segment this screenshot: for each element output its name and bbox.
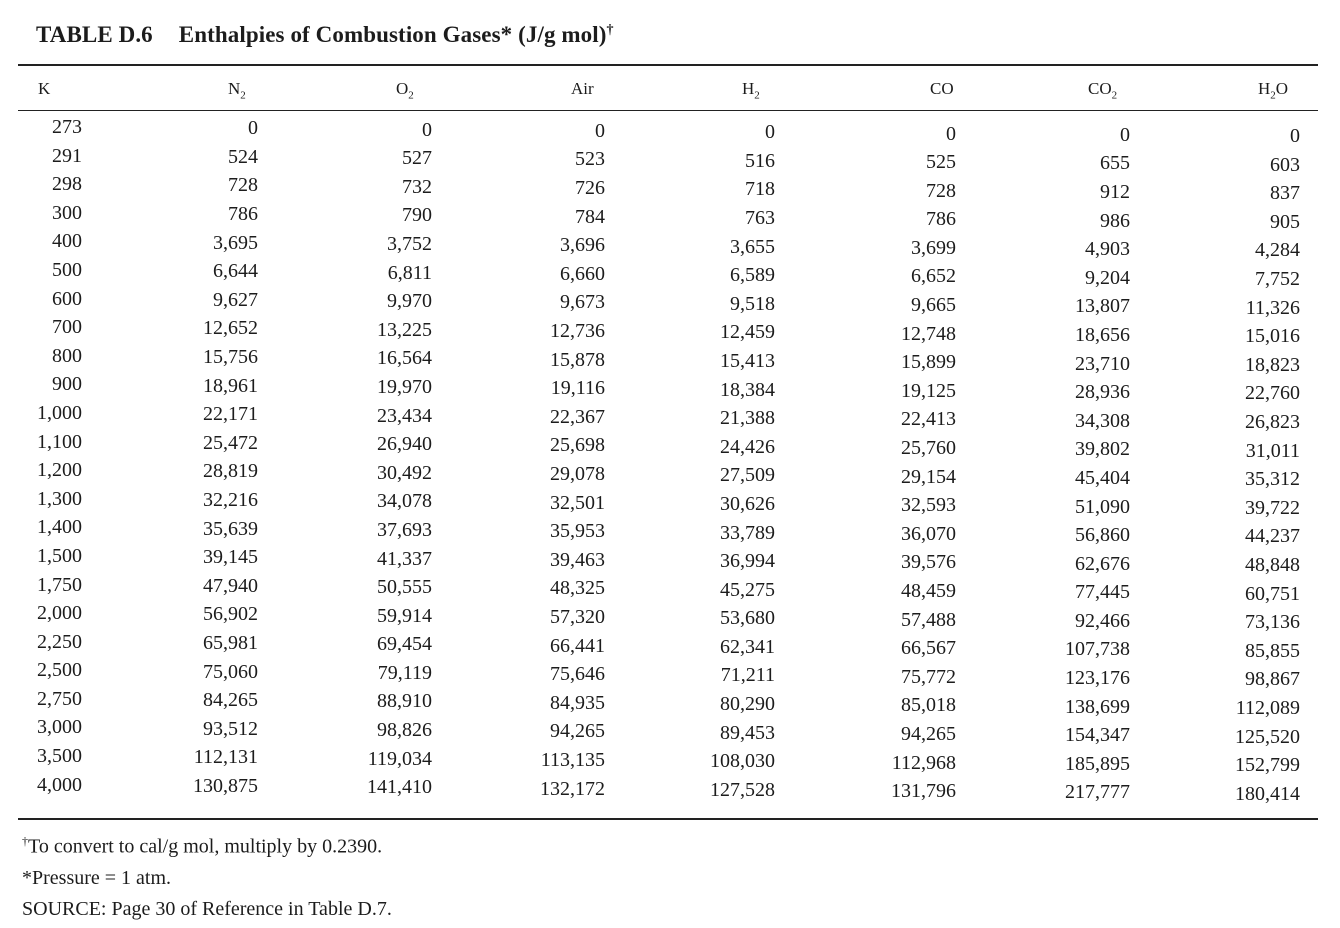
enthalpy-cell: 12,736 (550, 320, 605, 343)
enthalpy-cell: 39,802 (1075, 438, 1130, 461)
enthalpy-cell: 75,772 (901, 665, 956, 688)
enthalpy-cell: 3,695 (213, 231, 258, 254)
temperature-cell: 291 (52, 144, 82, 167)
enthalpy-cell: 62,676 (1075, 552, 1130, 575)
column-header-label: CO (1088, 79, 1112, 98)
column-header (930, 79, 954, 99)
column-header-subscript: 2 (240, 89, 246, 102)
enthalpy-cell: 655 (1100, 152, 1130, 175)
enthalpy-cell: 12,748 (901, 322, 956, 345)
enthalpy-cell: 728 (926, 179, 956, 202)
enthalpy-cell: 31,011 (1245, 439, 1300, 462)
enthalpy-cell: 15,899 (901, 351, 956, 374)
enthalpy-cell: 16,564 (377, 347, 432, 370)
enthalpy-cell: 24,426 (720, 435, 775, 458)
enthalpy-cell: 0 (765, 121, 775, 144)
column-header-label: CO (930, 79, 954, 98)
enthalpy-cell: 48,325 (550, 577, 605, 600)
enthalpy-cell: 6,644 (213, 260, 258, 283)
enthalpy-cell: 47,940 (203, 574, 258, 597)
enthalpy-cell: 22,413 (901, 408, 956, 431)
enthalpy-cell: 0 (248, 117, 258, 140)
enthalpy-cell: 30,626 (720, 492, 775, 515)
enthalpy-cell: 39,145 (203, 546, 258, 569)
enthalpy-cell: 26,940 (377, 433, 432, 456)
enthalpy-cell: 786 (926, 208, 956, 231)
enthalpy-cell: 79,119 (377, 661, 432, 684)
table-row (18, 401, 1318, 434)
footnote-conversion-text: To convert to cal/g mol, multiply by 0.2390. (28, 835, 383, 858)
enthalpy-cell: 154,347 (1065, 724, 1130, 747)
table-body (18, 116, 1318, 805)
table-row (18, 345, 1318, 374)
enthalpy-cell: 75,646 (550, 663, 605, 686)
enthalpy-cell: 71,211 (720, 664, 775, 687)
footnote-pressure: *Pressure = 1 atm. (22, 866, 172, 889)
temperature-cell: 4,000 (37, 773, 82, 796)
enthalpy-cell: 113,135 (540, 748, 605, 771)
enthalpy-cell: 3,699 (911, 236, 956, 259)
table-caption (36, 22, 614, 48)
column-header-label: Air (571, 79, 594, 98)
enthalpy-cell: 48,459 (901, 580, 956, 602)
column-header (1258, 79, 1288, 101)
column-header-label: O (396, 79, 409, 98)
enthalpy-cell: 718 (745, 178, 775, 201)
table-row (18, 145, 1318, 174)
table-row (18, 459, 1318, 491)
enthalpy-cell: 85,855 (1245, 639, 1300, 662)
enthalpy-cell: 32,593 (901, 494, 956, 517)
enthalpy-cell: 35,312 (1245, 468, 1300, 491)
enthalpy-cell: 523 (575, 148, 605, 171)
enthalpy-cell: 9,204 (1085, 266, 1130, 289)
enthalpy-cell: 123,176 (1065, 667, 1130, 690)
enthalpy-cell: 28,936 (1075, 381, 1130, 404)
enthalpy-cell: 19,125 (901, 379, 956, 402)
table-row (18, 659, 1318, 691)
table-row (18, 488, 1318, 517)
enthalpy-cell: 732 (402, 175, 432, 198)
enthalpy-cell: 524 (228, 145, 258, 168)
enthalpy-cell: 130,875 (193, 774, 258, 797)
enthalpy-cell: 9,970 (387, 290, 432, 313)
enthalpy-cell: 790 (402, 204, 432, 227)
column-header-label: H (742, 79, 755, 98)
enthalpy-cell: 763 (745, 206, 775, 229)
footnotes (22, 826, 392, 925)
column-header-suffix: O (1275, 79, 1289, 98)
table-row (18, 373, 1318, 405)
enthalpy-cell: 92,466 (1075, 609, 1130, 632)
enthalpy-cell: 57,488 (901, 608, 956, 631)
column-header-subscript: 2 (754, 89, 760, 102)
enthalpy-cell: 45,404 (1075, 466, 1130, 489)
enthalpy-cell: 30,492 (377, 461, 432, 484)
enthalpy-cell: 837 (1270, 182, 1300, 205)
temperature-cell: 2,250 (37, 630, 82, 653)
table-row (18, 688, 1318, 717)
enthalpy-cell: 9,665 (911, 294, 956, 317)
enthalpy-cell: 3,752 (387, 232, 432, 255)
column-header (571, 79, 594, 99)
enthalpy-cell: 9,627 (213, 288, 258, 311)
enthalpy-cell: 4,903 (1085, 238, 1130, 261)
enthalpy-cell: 138,699 (1065, 695, 1130, 718)
enthalpy-cell: 784 (575, 205, 605, 228)
table-row (18, 574, 1318, 603)
column-header (1088, 79, 1117, 101)
enthalpy-cell: 39,722 (1245, 496, 1300, 519)
enthalpy-cell: 94,265 (901, 722, 956, 745)
enthalpy-cell: 37,693 (377, 518, 432, 541)
enthalpy-cell: 12,652 (203, 317, 258, 340)
enthalpy-cell: 94,265 (550, 720, 605, 743)
enthalpy-cell: 0 (595, 119, 605, 142)
enthalpy-cell: 22,367 (550, 405, 605, 428)
enthalpy-cell: 33,789 (720, 521, 775, 544)
enthalpy-cell: 45,275 (720, 578, 775, 601)
table-row (18, 258, 1318, 291)
column-header (396, 79, 414, 101)
enthalpy-cell: 13,225 (377, 318, 432, 341)
enthalpy-cell: 29,078 (550, 463, 605, 486)
enthalpy-cell: 112,131 (193, 746, 258, 769)
column-header-label: H (1258, 79, 1271, 98)
enthalpy-cell: 185,895 (1065, 752, 1130, 775)
temperature-cell: 1,500 (37, 544, 82, 567)
enthalpy-cell: 56,860 (1075, 524, 1130, 547)
temperature-cell: 1,300 (37, 487, 82, 510)
enthalpy-cell: 180,414 (1235, 782, 1300, 805)
enthalpy-cell: 912 (1100, 180, 1130, 203)
enthalpy-cell: 131,796 (891, 780, 956, 803)
temperature-cell: 3,000 (37, 716, 82, 739)
enthalpy-cell: 13,807 (1075, 295, 1130, 318)
enthalpy-table (18, 66, 1318, 805)
enthalpy-cell: 41,337 (377, 547, 432, 570)
temperature-cell: 1,100 (37, 430, 82, 453)
enthalpy-cell: 32,216 (203, 489, 258, 512)
enthalpy-cell: 77,445 (1075, 581, 1130, 604)
temperature-cell: 1,400 (37, 516, 82, 539)
enthalpy-cell: 69,454 (377, 633, 432, 656)
enthalpy-cell: 35,639 (203, 517, 258, 540)
enthalpy-cell: 39,576 (901, 551, 956, 574)
enthalpy-cell: 53,680 (720, 607, 775, 630)
enthalpy-cell: 66,441 (550, 634, 605, 657)
enthalpy-cell: 98,826 (377, 719, 432, 742)
enthalpy-cell: 25,760 (901, 437, 956, 460)
enthalpy-cell: 22,171 (203, 403, 258, 426)
enthalpy-cell: 112,089 (1235, 696, 1300, 719)
table-row (18, 774, 1318, 803)
enthalpy-cell: 0 (1290, 125, 1300, 148)
enthalpy-cell: 15,413 (720, 349, 775, 372)
temperature-cell: 1,000 (37, 401, 82, 424)
column-header-subscript: 2 (1270, 89, 1276, 102)
enthalpy-cell: 62,341 (720, 635, 775, 658)
enthalpy-cell: 98,867 (1245, 668, 1300, 691)
enthalpy-cell: 19,116 (550, 377, 605, 400)
enthalpy-cell: 12,459 (720, 321, 775, 344)
enthalpy-cell: 728 (228, 174, 258, 197)
temperature-cell: 300 (52, 201, 82, 224)
footnote-source: SOURCE: Page 30 of Reference in Table D.7. (22, 897, 392, 920)
enthalpy-cell: 18,384 (720, 378, 775, 401)
enthalpy-cell: 6,589 (730, 264, 775, 287)
enthalpy-cell: 59,914 (377, 604, 432, 627)
enthalpy-cell: 127,528 (710, 778, 775, 801)
temperature-cell: 400 (52, 230, 82, 253)
enthalpy-cell: 85,018 (901, 694, 956, 717)
table-row (18, 745, 1318, 777)
temperature-cell: 500 (52, 258, 82, 281)
table-number: TABLE D.6 (36, 22, 153, 47)
enthalpy-cell: 217,777 (1065, 781, 1130, 804)
table-row (18, 316, 1318, 348)
table-row (18, 545, 1318, 574)
enthalpy-cell: 0 (422, 118, 432, 141)
enthalpy-cell: 3,696 (560, 234, 605, 257)
enthalpy-cell: 18,656 (1075, 323, 1130, 346)
column-header (228, 79, 246, 101)
temperature-cell: 2,000 (37, 602, 82, 625)
table-row (18, 631, 1318, 660)
enthalpy-cell: 28,819 (203, 460, 258, 483)
enthalpy-cell: 84,935 (550, 691, 605, 714)
enthalpy-cell: 119,034 (367, 747, 432, 770)
enthalpy-cell: 73,136 (1245, 611, 1300, 634)
temperature-cell: 900 (52, 373, 82, 396)
enthalpy-cell: 7,752 (1255, 268, 1300, 291)
enthalpy-cell: 51,090 (1075, 495, 1130, 518)
enthalpy-cell: 108,030 (710, 750, 775, 773)
enthalpy-cell: 0 (946, 122, 956, 145)
column-header-label: K (38, 79, 51, 98)
enthalpy-cell: 112,968 (891, 751, 956, 774)
table-row (18, 431, 1318, 460)
column-header (742, 79, 760, 101)
enthalpy-cell: 65,981 (203, 631, 258, 654)
enthalpy-cell: 84,265 (203, 689, 258, 712)
bottom-rule (18, 818, 1318, 820)
enthalpy-cell: 35,953 (550, 520, 605, 543)
enthalpy-cell: 726 (575, 177, 605, 200)
table-row (18, 288, 1318, 317)
enthalpy-cell: 25,698 (550, 434, 605, 457)
enthalpy-cell: 525 (926, 151, 956, 174)
enthalpy-cell: 18,961 (203, 374, 258, 397)
enthalpy-cell: 152,799 (1235, 754, 1300, 777)
enthalpy-cell: 60,751 (1245, 582, 1300, 605)
enthalpy-cell: 89,453 (720, 721, 775, 744)
temperature-cell: 700 (52, 316, 82, 339)
temperature-cell: 298 (52, 173, 82, 196)
table-title: Enthalpies of Combustion Gases* (J/g mol) (178, 22, 607, 47)
enthalpy-cell: 50,555 (377, 576, 432, 599)
enthalpy-cell: 25,472 (203, 431, 258, 454)
enthalpy-cell: 44,237 (1245, 525, 1300, 548)
temperature-cell: 600 (52, 287, 82, 310)
enthalpy-cell: 9,518 (730, 292, 775, 315)
enthalpy-cell: 23,710 (1075, 352, 1130, 375)
temperature-cell: 2,500 (37, 659, 82, 682)
enthalpy-cell: 6,811 (387, 261, 432, 284)
temperature-cell: 3,500 (37, 745, 82, 768)
enthalpy-cell: 516 (745, 149, 775, 172)
enthalpy-cell: 29,154 (901, 465, 956, 488)
table-row (18, 230, 1318, 262)
footnote-mark: † (22, 834, 28, 848)
enthalpy-cell: 75,060 (203, 660, 258, 683)
enthalpy-cell: 132,172 (540, 777, 605, 800)
temperature-cell: 1,750 (37, 573, 82, 596)
enthalpy-cell: 986 (1100, 209, 1130, 232)
enthalpy-cell: 141,410 (367, 776, 432, 799)
temperature-cell: 1,200 (37, 459, 82, 482)
enthalpy-cell: 34,308 (1075, 409, 1130, 432)
temperature-cell: 800 (52, 344, 82, 367)
column-header (38, 79, 50, 99)
table-row (18, 202, 1318, 231)
enthalpy-cell: 527 (402, 147, 432, 170)
enthalpy-cell: 22,760 (1245, 382, 1300, 405)
enthalpy-cell: 26,823 (1245, 411, 1300, 434)
table-row (18, 602, 1318, 634)
enthalpy-cell: 80,290 (720, 693, 775, 716)
column-header-subscript: 2 (1111, 89, 1118, 102)
enthalpy-cell: 6,660 (560, 262, 605, 285)
enthalpy-cell: 15,016 (1245, 325, 1300, 348)
temperature-cell: 273 (52, 116, 82, 138)
enthalpy-cell: 27,509 (720, 464, 775, 487)
enthalpy-cell: 19,970 (377, 375, 432, 398)
enthalpy-cell: 905 (1270, 210, 1300, 233)
enthalpy-cell: 3,655 (730, 235, 775, 258)
table-row (18, 116, 1318, 148)
enthalpy-cell: 88,910 (377, 690, 432, 713)
enthalpy-cell: 56,902 (203, 603, 258, 626)
table-row (18, 173, 1318, 205)
enthalpy-cell: 107,738 (1065, 638, 1130, 661)
enthalpy-cell: 93,512 (203, 717, 258, 740)
enthalpy-cell: 786 (228, 203, 258, 226)
enthalpy-cell: 21,388 (720, 407, 775, 430)
column-header-subscript: 2 (408, 89, 414, 102)
enthalpy-cell: 36,070 (901, 522, 956, 545)
table-header-row (18, 66, 1318, 110)
temperature-cell: 2,750 (37, 687, 82, 710)
enthalpy-cell: 18,823 (1245, 353, 1300, 376)
enthalpy-cell: 48,848 (1245, 554, 1300, 576)
footnote-conversion (22, 826, 392, 863)
enthalpy-cell: 0 (1120, 123, 1130, 146)
table-row (18, 516, 1318, 548)
table-row (18, 716, 1318, 748)
enthalpy-cell: 36,994 (720, 550, 775, 573)
enthalpy-cell: 603 (1270, 153, 1300, 176)
enthalpy-cell: 6,652 (911, 265, 956, 288)
enthalpy-cell: 39,463 (550, 548, 605, 571)
enthalpy-cell: 9,673 (560, 291, 605, 314)
column-header-label: N (228, 79, 241, 98)
enthalpy-cell: 32,501 (550, 491, 605, 514)
enthalpy-cell: 125,520 (1235, 725, 1300, 748)
enthalpy-cell: 34,078 (377, 490, 432, 513)
title-footnote-mark: † (606, 22, 614, 38)
enthalpy-cell: 23,434 (377, 404, 432, 427)
enthalpy-cell: 4,284 (1255, 239, 1300, 262)
enthalpy-cell: 15,878 (550, 348, 605, 371)
enthalpy-cell: 66,567 (901, 637, 956, 660)
enthalpy-cell: 11,326 (1245, 296, 1300, 319)
enthalpy-cell: 57,320 (550, 605, 605, 628)
enthalpy-cell: 15,756 (203, 346, 258, 369)
